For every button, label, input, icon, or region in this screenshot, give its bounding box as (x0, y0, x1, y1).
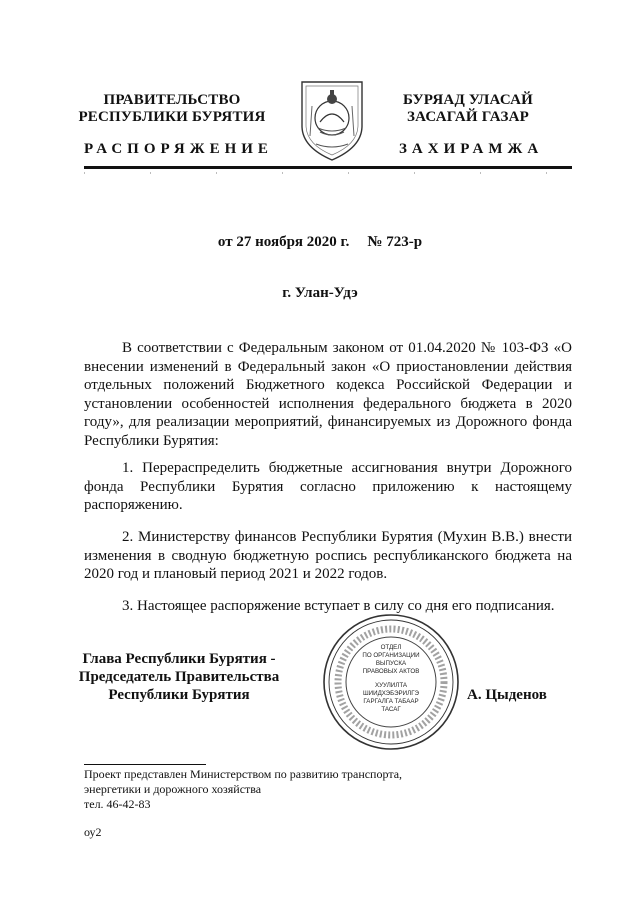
footnote (84, 767, 504, 812)
signatory-name: А. Цыденов (467, 687, 547, 703)
signatory-title-line2: Председатель Правительства (78, 669, 280, 685)
header-dotted-divider (84, 172, 572, 174)
stamp-line8: ТАСАГ (381, 706, 401, 713)
document-date: от 27 ноября 2020 г. (217, 234, 350, 250)
document-type-left: РАСПОРЯЖЕНИЕ (84, 141, 273, 157)
footnote-line1: Проект представлен Министерством по развитию транспорта, (84, 767, 403, 781)
item-1-paragraph: 1. Перераспределить бюджетные ассигнования внутри Дорожного фонда Республики Бурятия согласно приложению к настоящему распоряжению. (84, 460, 572, 513)
header-left-line2: РЕСПУБЛИКИ БУРЯТИЯ (78, 109, 266, 125)
signatory-title-line3: Республики Бурятия (108, 687, 250, 703)
footnote-phone: тел. 46-42-83 (84, 797, 151, 811)
header-right (378, 92, 558, 126)
stamp-line2: ПО ОРГАНИЗАЦИИ (362, 652, 420, 659)
item-2-paragraph: 2. Министерству финансов Республики Бурятия (Мухин В.В.) внести изменения в сводную бюджетную роспись республиканского бюджета на 2020 год и плановый период 2021 и 2022 годов. (84, 529, 572, 582)
footnote-divider (84, 764, 206, 765)
stamp-line5: ХУУЛИЛТА (374, 682, 408, 689)
signatory-title-line1: Глава Республики Бурятия - (82, 651, 276, 667)
stamp-line1: ОТДЕЛ (380, 644, 402, 651)
item-3-paragraph: 3. Настоящее распоряжение вступает в силу со дня его подписания. (122, 598, 555, 614)
official-stamp (321, 612, 461, 752)
footnote-line2: энергетики и дорожного хозяйства (84, 782, 262, 796)
document-code: оу2 (84, 825, 102, 839)
header-divider (84, 166, 572, 169)
document-city: г. Улан-Удэ (282, 285, 358, 301)
document-type-right: ЗАХИРАМЖА (399, 141, 544, 157)
header-left (72, 92, 272, 126)
stamp-line7: ГАРГАЛГА ТАБААР (363, 698, 419, 705)
document-number: № 723-р (367, 234, 423, 250)
stamp-line3: ВЫПУСКА (375, 660, 407, 667)
date-number-line (0, 234, 640, 251)
coat-of-arms-emblem (296, 76, 368, 162)
stamp-line6: ШИИДХЭБЭРИЛГЭ (363, 690, 419, 697)
header-right-line1: БУРЯАД УЛАСАЙ (402, 92, 534, 108)
header-right-line2: ЗАСАГАЙ ГАЗАР (407, 109, 529, 125)
signatory-title (76, 650, 282, 704)
preamble-paragraph: В соответствии с Федеральным законом от 01.04.2020 № 103-ФЗ «О внесении изменений в Федеральный закон «О приостановлении действия отдельных положений Бюджетного кодекса Российской Федерации и установлении особенностей исполнения федерального бюджета в 2020 году», для реализации мероприятий, финансируемых из Дорожного фонда Республики Бурятия: (84, 340, 572, 449)
header-left-line1: ПРАВИТЕЛЬСТВО (103, 92, 241, 108)
stamp-line4: ПРАВОВЫХ АКТОВ (362, 668, 420, 675)
